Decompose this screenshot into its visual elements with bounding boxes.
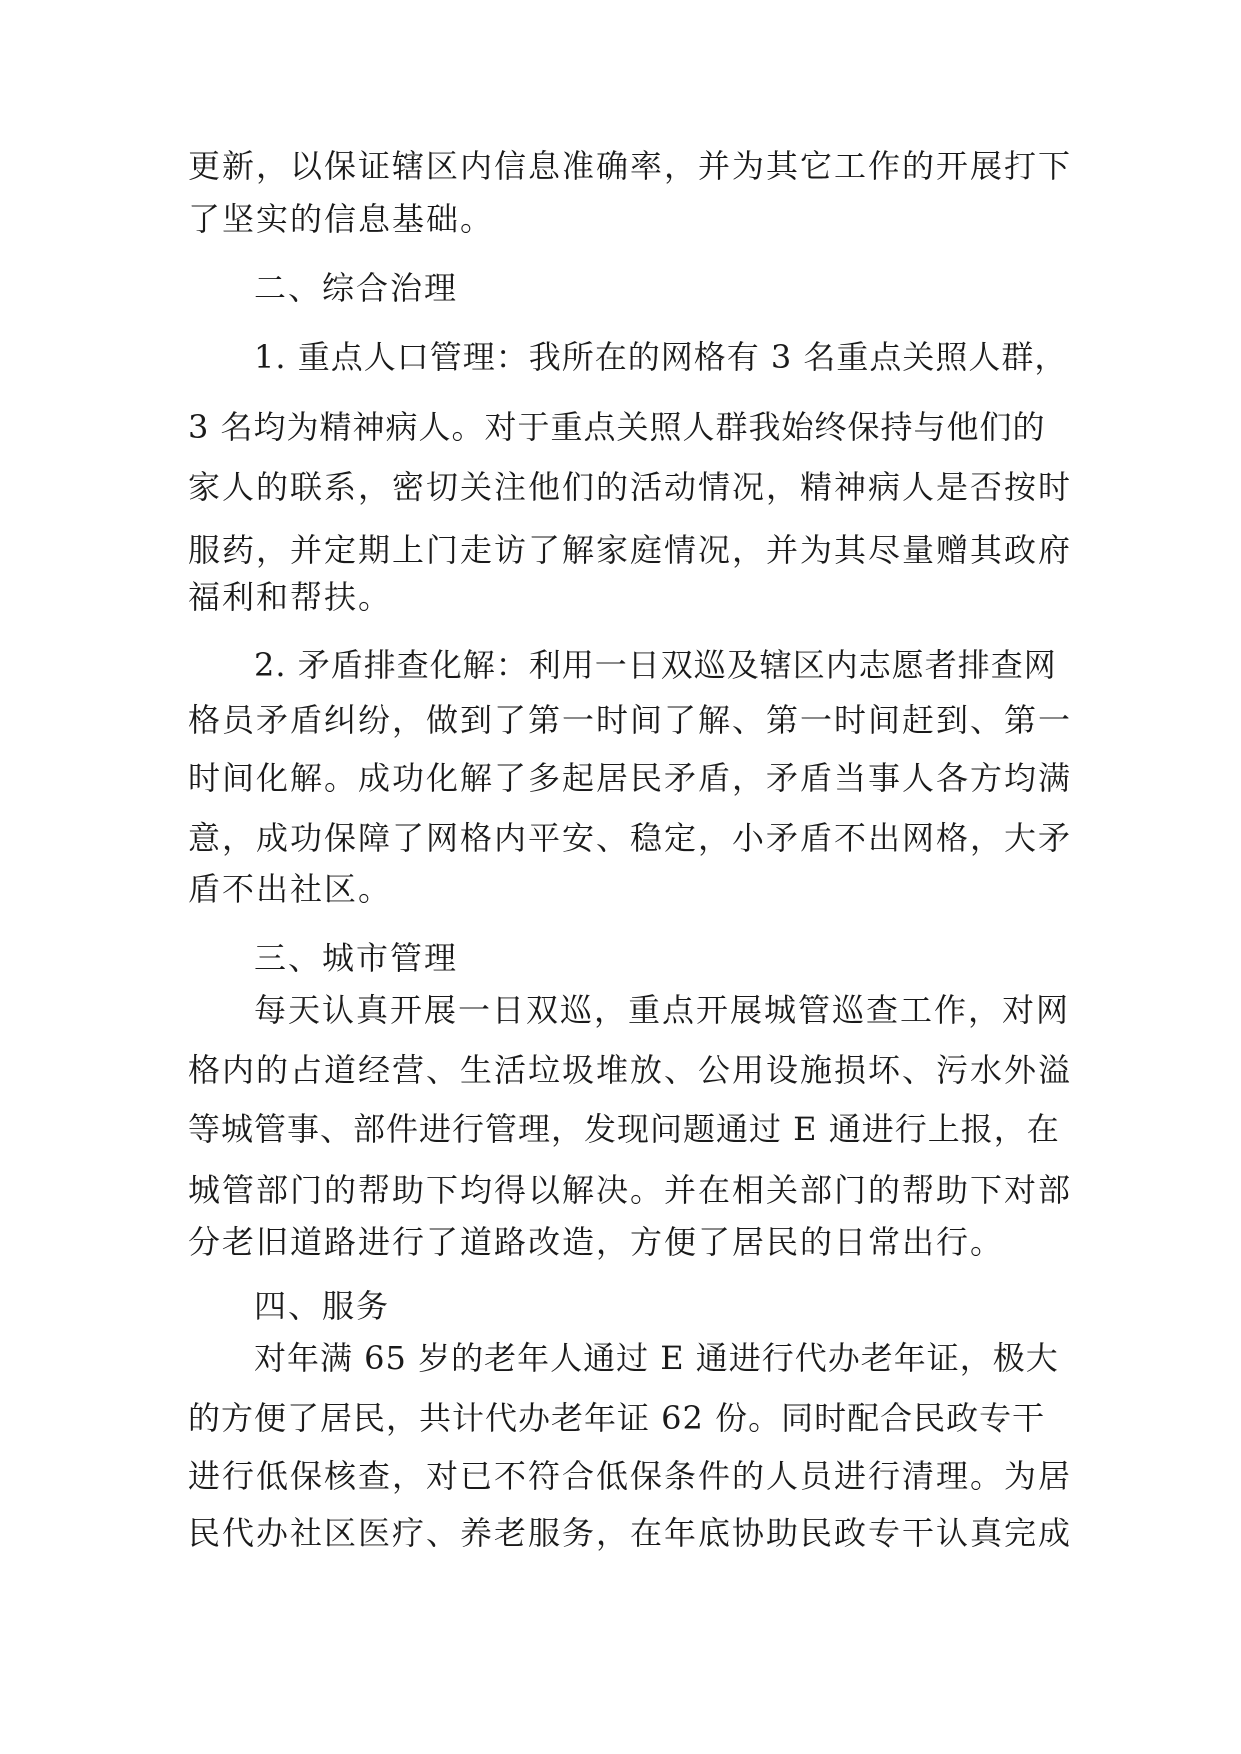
text-line: 1. 重点人口管理：我所在的网格有 3 名重点关照人群，: [254, 338, 1068, 376]
text-line: 盾不出社区。: [188, 870, 393, 908]
text-line: 分老旧道路进行了道路改造，方便了居民的日常出行。: [188, 1223, 1005, 1261]
text-line: 了坚实的信息基础。: [188, 200, 495, 238]
section-heading: 三、城市管理: [254, 939, 459, 977]
text-line: 意，成功保障了网格内平安、稳定，小矛盾不出网格，大矛: [188, 819, 1073, 857]
text-line: 格内的占道经营、生活垃圾堆放、公用设施损坏、污水外溢: [188, 1051, 1073, 1089]
text-line: 3 名均为精神病人。对于重点关照人群我始终保持与他们的: [188, 408, 1046, 446]
text-line: 时间化解。成功化解了多起居民矛盾，矛盾当事人各方均满: [188, 759, 1073, 797]
text-line: 2. 矛盾排查化解：利用一日双巡及辖区内志愿者排查网: [254, 646, 1057, 684]
text-line: 格员矛盾纠纷，做到了第一时间了解、第一时间赶到、第一: [188, 701, 1073, 739]
text-line: 城管部门的帮助下均得以解决。并在相关部门的帮助下对部: [188, 1171, 1073, 1209]
text-line: 等城管事、部件进行管理，发现问题通过 E 通进行上报，在: [188, 1110, 1060, 1148]
text-line: 服药，并定期上门走访了解家庭情况，并为其尽量赠其政府: [188, 531, 1073, 569]
section-heading: 四、服务: [254, 1287, 391, 1325]
text-line: 每天认真开展一日双巡，重点开展城管巡查工作，对网: [254, 991, 1071, 1029]
text-line: 民代办社区医疗、养老服务，在年底协助民政专干认真完成: [188, 1514, 1073, 1552]
text-line: 进行低保核查，对已不符合低保条件的人员进行清理。为居: [188, 1457, 1073, 1495]
text-line: 的方便了居民，共计代办老年证 62 份。同时配合民政专干: [188, 1399, 1046, 1437]
text-line: 更新，以保证辖区内信息准确率，并为其它工作的开展打下: [188, 147, 1073, 185]
text-line: 家人的联系，密切关注他们的活动情况，精神病人是否按时: [188, 468, 1073, 506]
section-heading: 二、综合治理: [254, 269, 459, 307]
text-line: 福利和帮扶。: [188, 578, 393, 616]
text-line: 对年满 65 岁的老年人通过 E 通进行代办老年证，极大: [254, 1339, 1059, 1377]
